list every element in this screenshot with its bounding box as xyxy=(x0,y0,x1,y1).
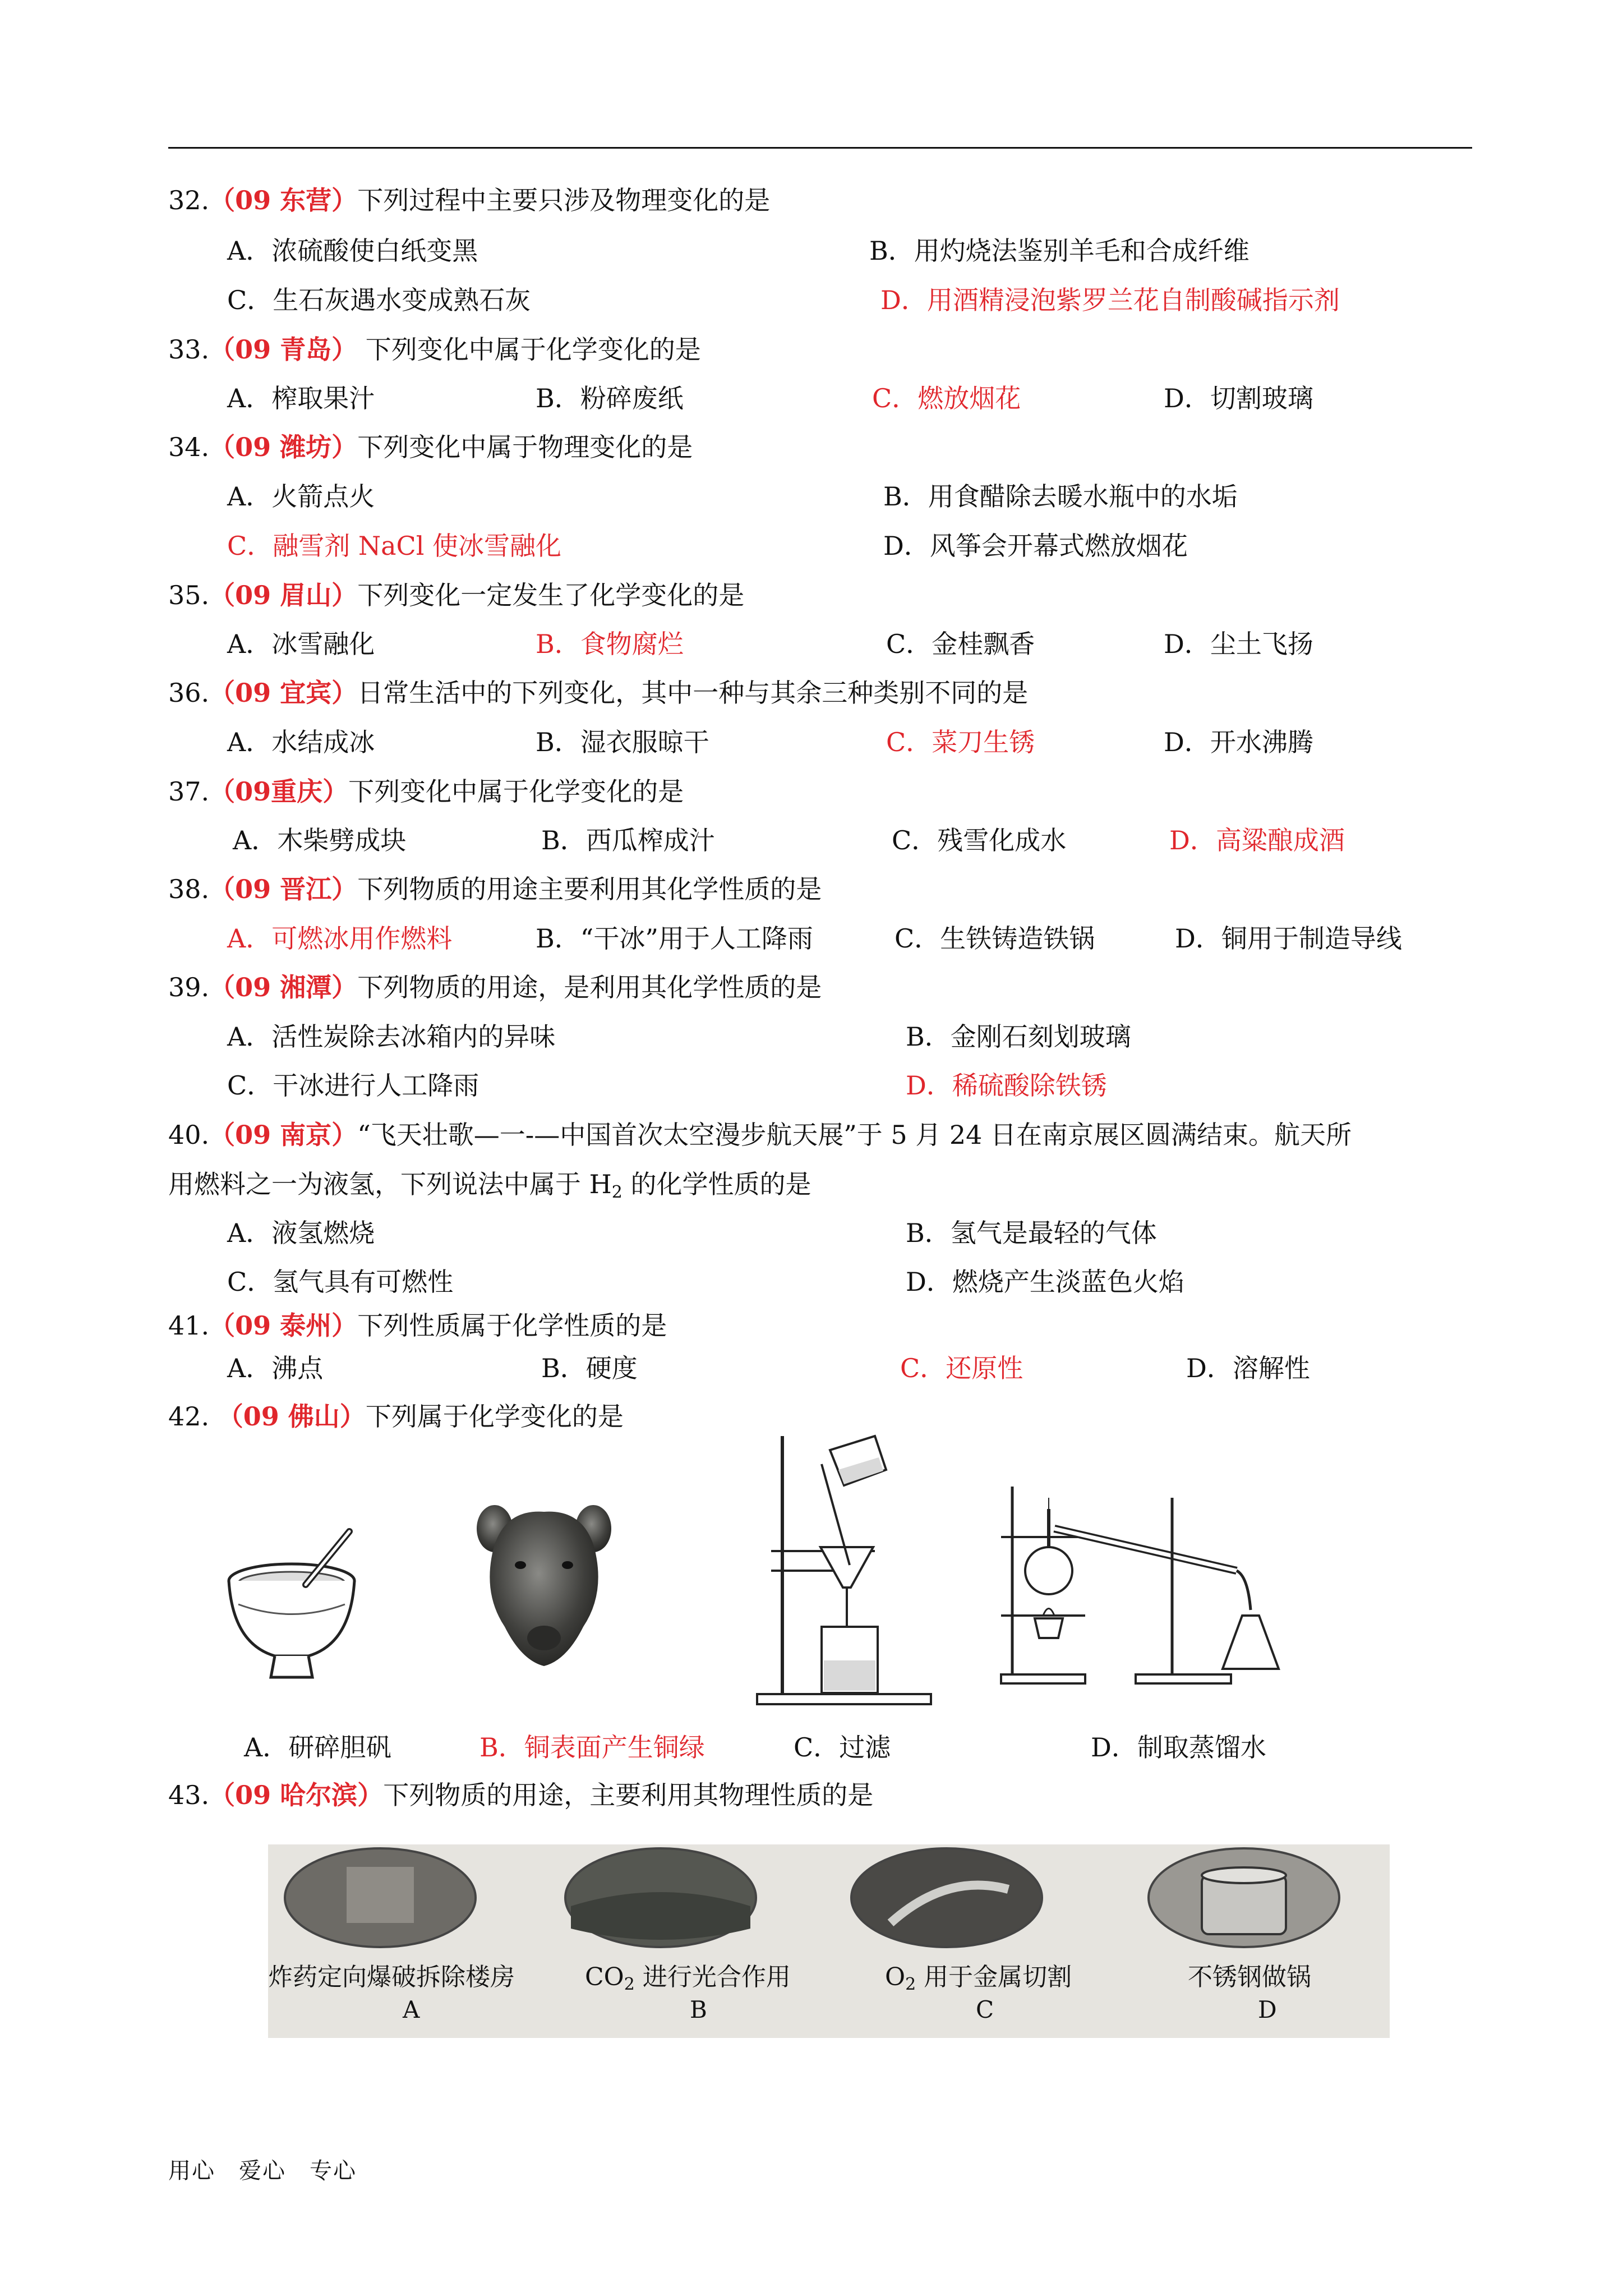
question-source: （09 潍坊） xyxy=(209,432,358,462)
option-a-answer: A．可燃冰用作燃料 xyxy=(227,923,453,954)
question-stem: 下列变化中属于物理变化的是 xyxy=(357,432,693,462)
option-d: D．燃烧产生淡蓝色火焰 xyxy=(906,1267,1184,1297)
filtration-apparatus-figure xyxy=(754,1425,939,1711)
caption-b xyxy=(585,1957,791,1994)
option-b: B．粉碎废纸 xyxy=(536,383,684,413)
subscript: 2 xyxy=(905,1975,916,1994)
question-40-line-2 xyxy=(168,1167,811,1201)
option-d: D．开水沸腾 xyxy=(1164,727,1313,757)
question-number: 41. xyxy=(168,1310,210,1341)
question-source: （09 眉山） xyxy=(209,580,358,610)
option-c: C．残雪化成水 xyxy=(892,825,1067,855)
question-source: （09 南京） xyxy=(209,1120,358,1150)
option-b: B．西瓜榨成汁 xyxy=(541,825,715,855)
option-d-answer: D．高粱酿成酒 xyxy=(1169,825,1345,855)
option-c-answer: C．融雪剂 NaCl 使冰雪融化 xyxy=(227,531,562,561)
question-32 xyxy=(168,183,770,217)
option-d: D．制取蒸馏水 xyxy=(1091,1732,1266,1763)
option-d-answer: D．用酒精浸泡紫罗兰花自制酸碱指示剂 xyxy=(880,285,1340,315)
question-37 xyxy=(168,775,684,808)
option-b-answer: B．食物腐烂 xyxy=(536,629,684,659)
question-stem: 下列物质的用途主要利用其化学性质的是 xyxy=(357,874,822,904)
question-source: （09 佛山） xyxy=(217,1401,366,1432)
option-d-answer: D．稀硫酸除铁锈 xyxy=(906,1070,1107,1101)
question-source: （09 东营） xyxy=(209,185,358,215)
question-number: 39. xyxy=(168,972,210,1002)
option-b-answer: B．铜表面产生铜绿 xyxy=(479,1732,705,1763)
option-a: A．榨取果汁 xyxy=(227,383,375,413)
question-33 xyxy=(168,333,701,366)
question-stem: 下列变化一定发生了化学变化的是 xyxy=(357,580,745,610)
question-stem: 下列过程中主要只涉及物理变化的是 xyxy=(357,185,771,215)
question-number: 40. xyxy=(168,1120,210,1150)
option-c: C．金桂飘香 xyxy=(886,629,1035,659)
question-stem: 下列属于化学变化的是 xyxy=(365,1401,624,1432)
option-b: B．金刚石刻划玻璃 xyxy=(906,1022,1131,1052)
option-c-answer: C．燃放烟花 xyxy=(872,383,1021,413)
option-a: A．浓硫酸使白纸变黑 xyxy=(227,236,478,266)
question-number: 35. xyxy=(168,580,210,610)
subscript: 2 xyxy=(624,1975,635,1994)
option-c: C．生石灰遇水变成熟石灰 xyxy=(227,285,531,315)
label-a: A xyxy=(403,1996,420,2023)
option-a: A．火箭点火 xyxy=(227,481,375,512)
question-stem: 下列变化中属于化学变化的是 xyxy=(348,776,684,807)
option-b: B．用食醋除去暖水瓶中的水垢 xyxy=(883,481,1238,512)
option-a: A．沸点 xyxy=(227,1353,324,1383)
question-source: （09 宜宾） xyxy=(209,678,358,708)
option-b: B．湿衣服晾干 xyxy=(536,727,709,757)
option-a: A．研碎胆矾 xyxy=(244,1732,392,1763)
question-43 xyxy=(168,1778,873,1812)
caption-text: O xyxy=(885,1963,906,1991)
question-number: 37. xyxy=(168,776,210,807)
option-a: A．木柴劈成块 xyxy=(233,825,407,855)
question-42 xyxy=(168,1400,624,1433)
option-c: C．过滤 xyxy=(794,1732,891,1763)
question-source: （09 青岛） xyxy=(209,334,358,365)
label-b: B xyxy=(690,1996,707,2023)
option-c: C．干冰进行人工降雨 xyxy=(227,1070,479,1101)
header-rule xyxy=(168,147,1472,149)
question-stem: 下列性质属于化学性质的是 xyxy=(357,1310,667,1341)
option-d: D．铜用于制造导线 xyxy=(1175,923,1402,954)
option-a: A．液氢燃烧 xyxy=(227,1218,375,1248)
caption-text: 用于金属切割 xyxy=(916,1963,1072,1991)
option-c-answer: C．菜刀生锈 xyxy=(886,727,1035,757)
stem-text: 用燃料之一为液氢，下列说法中属于 H xyxy=(168,1169,612,1199)
question-source: （09 湘潭） xyxy=(209,972,358,1002)
option-d: D．风筝会开幕式燃放烟花 xyxy=(883,531,1188,561)
question-source: （09 泰州） xyxy=(209,1310,358,1341)
question-stem: 日常生活中的下列变化，其中一种与其余三种类别不同的是 xyxy=(357,678,1029,708)
question-number: 32. xyxy=(168,185,210,215)
question-stem: “飞天壮歌—一-—中国首次太空漫步航天展”于 5 月 24 日在南京展区圆满结束。航天所 xyxy=(357,1120,1352,1150)
question-number: 42. xyxy=(168,1401,210,1432)
question-41 xyxy=(168,1309,667,1342)
option-b: B．硬度 xyxy=(541,1353,638,1383)
question-stem: 下列物质的用途，是利用其化学性质的是 xyxy=(357,972,822,1002)
caption-d: 不锈钢做锅 xyxy=(1188,1963,1311,1991)
question-39 xyxy=(168,970,822,1004)
scanned-photo-strip xyxy=(268,1844,1390,2038)
question-40 xyxy=(168,1118,1352,1152)
question-stem: 下列物质的用途，主要利用其物理性质的是 xyxy=(383,1780,874,1810)
option-d: D．尘土飞扬 xyxy=(1164,629,1313,659)
caption-text: 进行光合作用 xyxy=(634,1963,791,1991)
question-number: 43. xyxy=(168,1780,210,1810)
option-b: B．“干冰”用于人工降雨 xyxy=(536,923,813,954)
stem-text: 的化学性质的是 xyxy=(622,1169,811,1199)
caption-a: 炸药定向爆破拆除楼房 xyxy=(268,1963,515,1991)
caption-text: CO xyxy=(585,1963,624,1991)
option-c-answer: C．还原性 xyxy=(900,1353,1023,1383)
question-number: 36. xyxy=(168,678,210,708)
option-a: A．水结成冰 xyxy=(227,727,375,757)
question-number: 33. xyxy=(168,334,210,365)
question-38 xyxy=(168,872,822,906)
distillation-apparatus-figure xyxy=(995,1475,1321,1688)
question-number: 34. xyxy=(168,432,210,462)
question-source: （09 晋江） xyxy=(209,874,358,904)
question-stem: 下列变化中属于化学变化的是 xyxy=(357,334,701,365)
question-source: （09重庆） xyxy=(209,776,349,807)
option-c: C．生铁铸造铁锅 xyxy=(895,923,1095,954)
question-35 xyxy=(168,578,744,612)
copper-rat-head-figure xyxy=(471,1498,617,1672)
mortar-pestle-figure xyxy=(222,1509,362,1700)
option-b: B．氢气是最轻的气体 xyxy=(906,1218,1157,1248)
subscript: 2 xyxy=(611,1182,623,1202)
question-number: 38. xyxy=(168,874,210,904)
page-footer: 用心 爱心 专心 xyxy=(168,2158,357,2184)
option-a: A．冰雪融化 xyxy=(227,629,375,659)
photo-ovals xyxy=(268,1844,1390,2038)
option-d: D．切割玻璃 xyxy=(1164,383,1313,413)
option-b: B．用灼烧法鉴别羊毛和合成纤维 xyxy=(869,236,1249,266)
label-c: C xyxy=(976,1996,994,2023)
option-c: C．氢气具有可燃性 xyxy=(227,1267,454,1297)
question-34 xyxy=(168,430,693,464)
question-36 xyxy=(168,676,1028,710)
question-source: （09 哈尔滨） xyxy=(209,1780,384,1810)
caption-c xyxy=(885,1957,1072,1994)
option-d: D．溶解性 xyxy=(1186,1353,1310,1383)
option-a: A．活性炭除去冰箱内的异味 xyxy=(227,1022,556,1052)
label-d: D xyxy=(1258,1996,1277,2023)
